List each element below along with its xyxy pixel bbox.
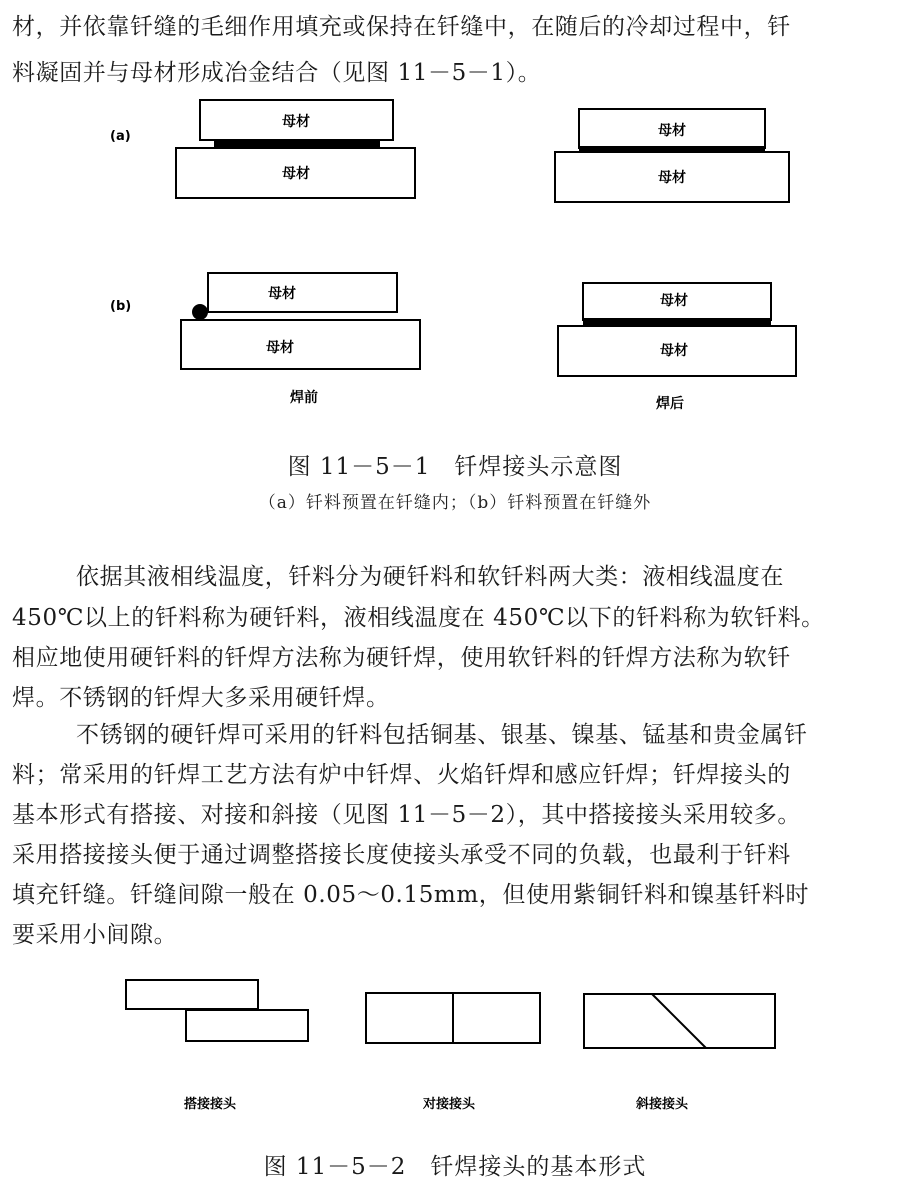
bottom-base-metal	[181, 320, 420, 369]
row-label-b: (b)	[110, 299, 132, 314]
filler-metal-layer	[583, 318, 771, 326]
text-line: 要采用小间隙。	[12, 922, 178, 948]
scarf-joint	[584, 994, 775, 1112]
text-line: 料凝固并与母材形成冶金结合（见图 11－5－1）。	[12, 60, 542, 86]
figure-brazed-joint-schematic	[0, 0, 910, 430]
lap-plate-upper	[126, 980, 258, 1009]
base-metal-label: 母材	[266, 340, 294, 356]
text-line: 不锈钢的硬钎焊可采用的钎料包括铜基、银基、镍基、锰基和贵金属钎	[76, 722, 808, 748]
filler-metal-layer	[214, 140, 380, 148]
lap-joint	[126, 980, 308, 1112]
text-line: 相应地使用硬钎料的钎焊方法称为硬钎焊，使用软钎料的钎焊方法称为软钎	[12, 645, 791, 671]
figure-1-subcaption: （a）钎料预置在钎缝内；（b）钎料预置在钎缝外	[258, 493, 652, 513]
scarf-joint-label: 斜接接头	[635, 1097, 689, 1112]
butt-joint-label: 对接接头	[422, 1097, 476, 1112]
lap-joint-label: 搭接接头	[183, 1097, 237, 1112]
text-line: 依据其液相线温度，钎料分为硬钎料和软钎料两大类：液相线温度在	[76, 564, 784, 590]
before-welding-label: 焊前	[290, 390, 318, 406]
lap-plate-lower	[186, 1010, 308, 1041]
diagram-a-after	[555, 109, 789, 202]
diagram-b-before	[181, 273, 420, 406]
text-line: 料；常采用的钎焊工艺方法有炉中钎焊、火焰钎焊和感应钎焊；钎焊接头的	[12, 762, 791, 788]
text-line: 材，并依靠钎缝的毛细作用填充或保持在钎缝中，在随后的冷却过程中，钎	[12, 14, 791, 40]
after-welding-label: 焊后	[656, 396, 684, 412]
base-metal-label: 母材	[282, 114, 310, 130]
base-metal-label: 母材	[268, 286, 296, 302]
filler-metal-ball	[192, 304, 208, 320]
diagram-b-after	[558, 283, 796, 412]
text-line: 450℃以上的钎料称为硬钎料，液相线温度在 450℃以下的钎料称为软钎料。	[12, 605, 825, 631]
figure-joint-basic-forms	[0, 960, 910, 1130]
text-line: 采用搭接接头便于通过调整搭接长度使接头承受不同的负载，也最利于钎料	[12, 842, 791, 868]
text-line: 填充钎缝。钎缝间隙一般在 0.05～0.15mm，但使用紫铜钎料和镍基钎料时	[12, 882, 810, 908]
diagram-a-before	[176, 100, 415, 198]
figure-1-caption: 图 11－5－1 钎焊接头示意图	[287, 454, 623, 480]
butt-joint	[366, 993, 540, 1112]
base-metal-label: 母材	[658, 170, 686, 186]
base-metal-label: 母材	[660, 293, 688, 309]
text-line: 基本形式有搭接、对接和斜接（见图 11－5－2），其中搭接接头采用较多。	[12, 802, 801, 828]
top-base-metal	[208, 273, 397, 312]
base-metal-label: 母材	[282, 166, 310, 182]
base-metal-label: 母材	[658, 123, 686, 139]
figure-2-caption: 图 11－5－2 钎焊接头的基本形式	[263, 1154, 647, 1180]
row-label-a: (a)	[110, 129, 131, 144]
base-metal-label: 母材	[660, 343, 688, 359]
text-line: 焊。不锈钢的钎焊大多采用硬钎焊。	[12, 685, 390, 711]
